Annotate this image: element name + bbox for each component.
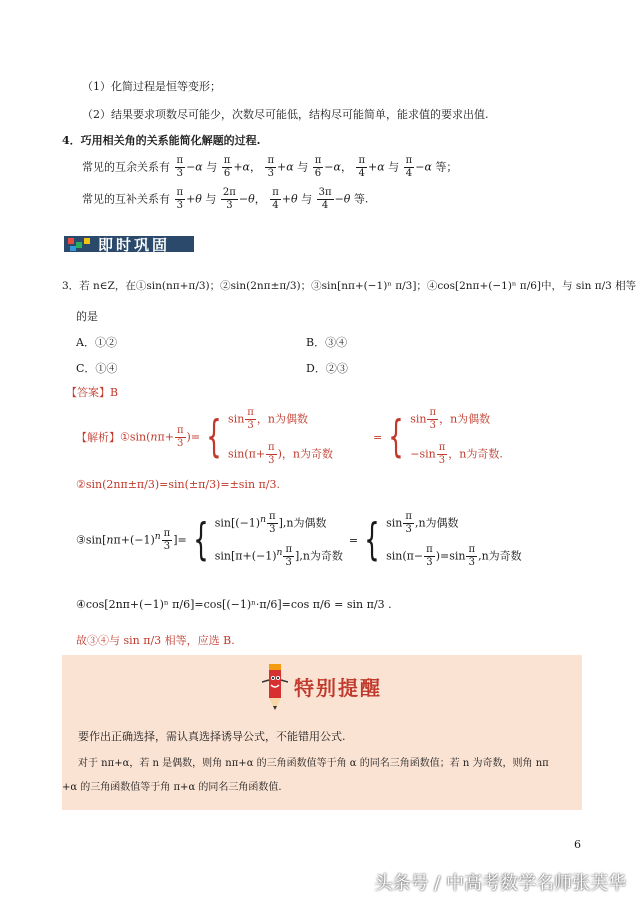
watermark: 头条号 / 中高考数学名师张芙华 (374, 873, 626, 894)
page-number: 6 (574, 838, 581, 851)
option-b: B．③④ (306, 336, 348, 349)
analysis-3: $③\sin[n\pi+(-1)^n$ $\frac{\pi}{3}$ ]= { $\sin[(-1)^n$ $\frac{\pi}{3}$ ],n为偶数 $\sin[\pi+(-1)^n$ $\frac{\pi}{3}$ ],n为奇数 = { sin $\frac{\pi}{3}$ ,n为偶数 sin(π− $\frac{\pi}{3}$ )=sin $\frac{\pi}{3}$ ,n为奇数 (76, 511, 522, 568)
tip-paragraph-2b: +α 的三角函数值等于角 π+α 的同名三角函数值. (62, 782, 282, 793)
analysis-label: 【解析】 (76, 431, 120, 444)
option-d: D．②③ (306, 362, 348, 375)
supplement-label: 常见的互补关系有 (82, 192, 170, 206)
tip-paragraph-2a: 对于 nπ+α，若 n 是偶数，则角 nπ+α 的三角函数值等于角 α 的同名三角函数值；若 n 为奇数，则角 nπ (78, 758, 549, 769)
question-stem-tail: 的是 (76, 310, 98, 323)
analysis-conclusion: 故③④与 sin π/3 相等，应选 B. (76, 634, 235, 647)
supplement-line: 常见的互补关系有 $\frac{\pi}{3}$ +θ 与 $\frac{2\pi}{3}$ −θ， $\frac{\pi}{4}$ +θ 与 $\frac{3\pi}{4}$ −θ 等. (82, 187, 369, 211)
analysis-1: 【解析】 ①sin(nπ+ $\frac{\pi}{3}$ )= { sin $\frac{\pi}{3}$ ，n为偶数 sin(π+ $\frac{\pi}{3}$ )，n为奇数 = { sin $\frac{\pi}{3}$ ，n为偶数 −sin $\frac{\pi}{3}$ ，n为奇数. (76, 407, 503, 466)
pencil-mascot-icon (262, 662, 288, 712)
option-a: A．①② (76, 336, 117, 349)
analysis-4: ④cos[2nπ+(−1)ⁿ π/6]=cos[(−1)ⁿ·π/6]=cos π/6 = sin π/3 . (76, 598, 392, 611)
analysis-2: ②sin(2nπ±π/3)=sin(±π/3)=±sin π/3. (76, 478, 280, 491)
complement-line: 常见的互余关系有 $\frac{\pi}{3}$ −α 与 $\frac{\pi}{6}$ +α， $\frac{\pi}{3}$ +α 与 $\frac{\pi}{6}$ −α， $\frac{\pi}{4}$ +α 与 $\frac{\pi}{4}$ −α 等； (82, 155, 458, 179)
complement-label: 常见的互余关系有 (82, 160, 170, 174)
tip-paragraph-1: 要作出正确选择，需认真选择诱导公式，不能错用公式. (78, 730, 346, 743)
tip-title: 特别提醒 (294, 676, 382, 700)
answer-label: 【答案】B (66, 386, 119, 399)
banner-title: 即时巩固 (98, 236, 171, 254)
point-4: 4．巧用相关角的关系能简化解题的过程. (62, 134, 261, 147)
question-stem: 3．若 n∈Z，在①sin(nπ+π/3)；②sin(2nπ±π/3)；③sin[nπ+(−1)ⁿ π/3]；④cos[2nπ+(−1)ⁿ π/6]中，与 sin π/3 相等 (62, 280, 637, 292)
intro-item-2: （2）结果要求项数尽可能少，次数尽可能低，结构尽可能简单，能求值的要求出值. (82, 108, 489, 121)
option-c: C．①④ (76, 362, 118, 375)
intro-item-1: （1）化简过程是恒等变形； (82, 80, 221, 93)
